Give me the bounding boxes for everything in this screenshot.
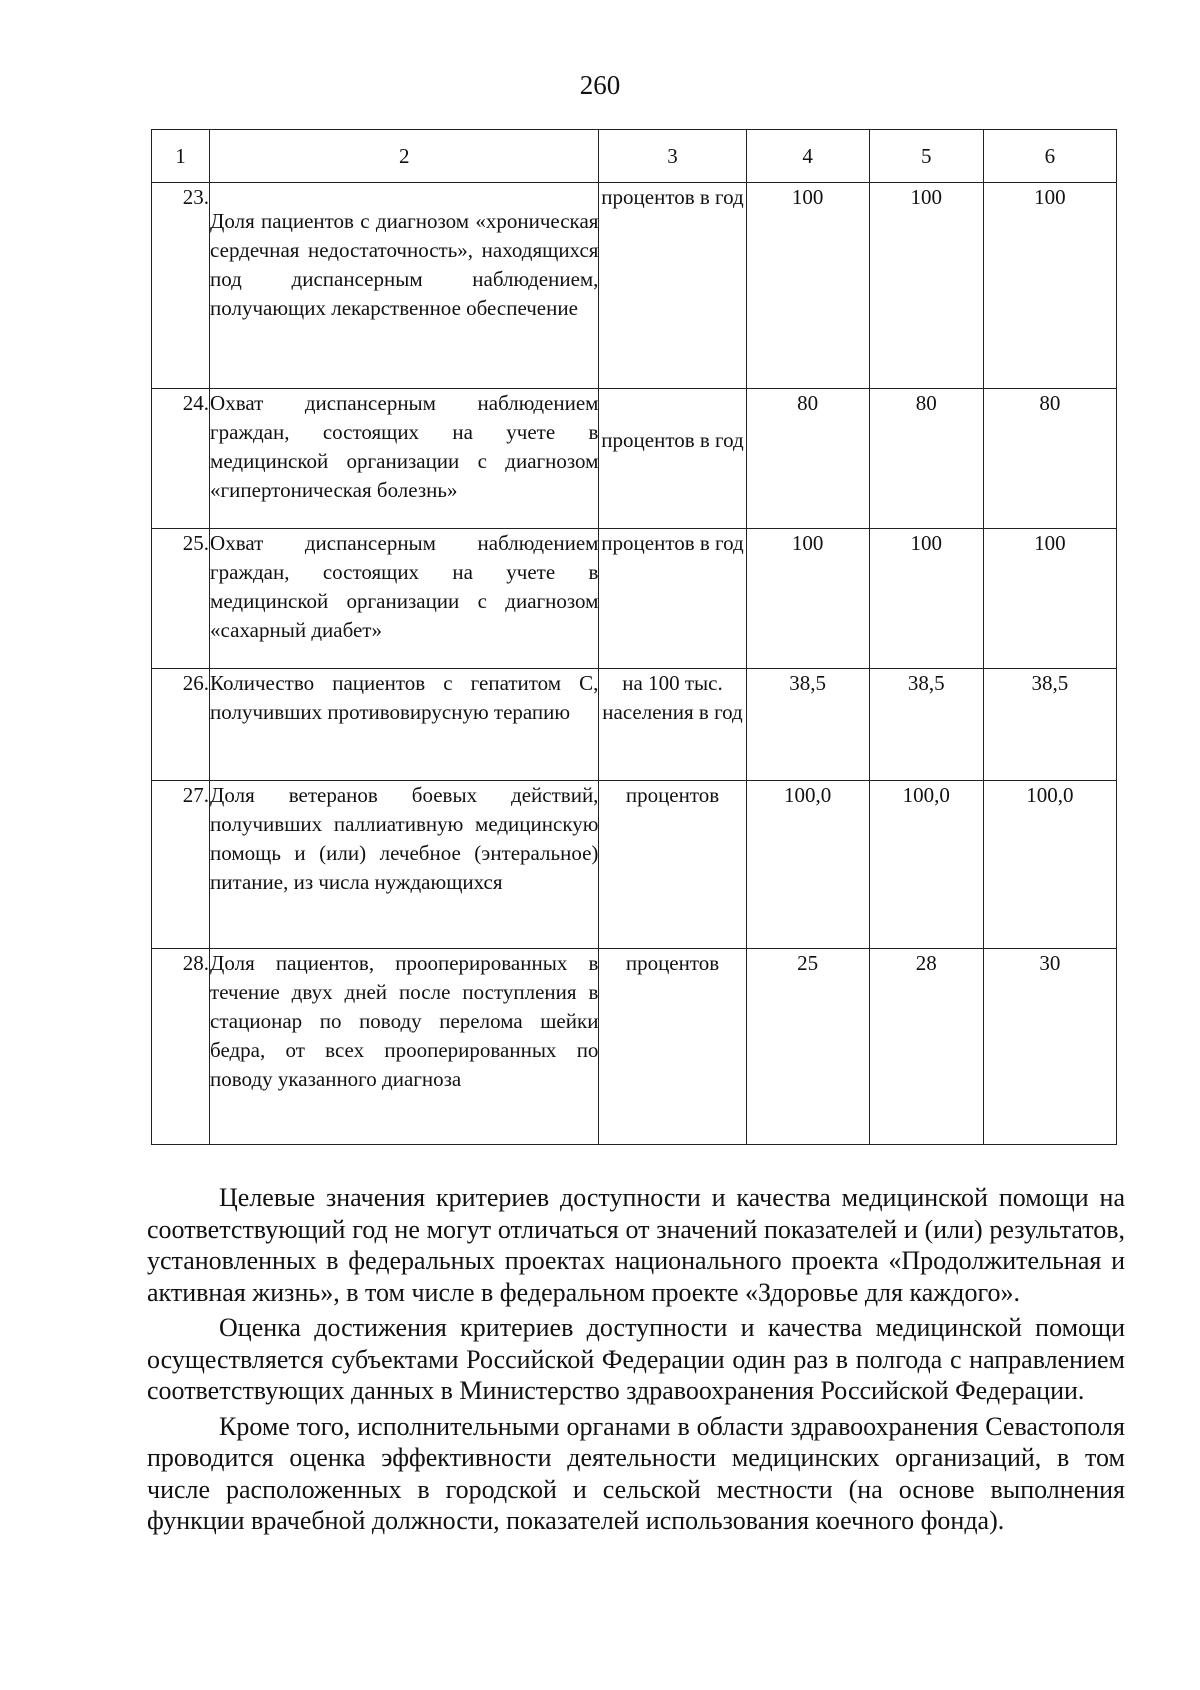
paragraph: Оценка достижения критериев доступности и качества медицинской помощи осуществляется субъектами Российской Федерации один раз в полгода с направлением соответствующих данных в Министерство здравоохранения Российской Федерации. [147, 1313, 1125, 1405]
paragraph: Целевые значения критериев доступности и качества медицинской помощи на соответствующий год не могут отличаться от значений показателей и (или) результатов, установленных в федеральных проектах национального проекта «Продолжительная и активная жизнь», в том числе в федеральном проекте «Здоровье для каждого». [147, 1183, 1125, 1307]
criterion-name: Доля ветеранов боевых действий, получивших паллиативную медицинскую помощь и (или) лечебное (энтеральное) питание, из числа нуждающихся [210, 781, 599, 949]
value-cell: 80 [746, 389, 869, 529]
table-row [152, 781, 1117, 949]
criterion-name: Охват диспансерным наблюдением граждан, состоящих на учете в медицинской организации с диагнозом «сахарный диабет» [210, 529, 599, 669]
table-row [152, 669, 1117, 781]
criterion-name [210, 183, 599, 389]
value-cell: 30 [983, 949, 1116, 1145]
row-number: 28. [152, 949, 210, 1145]
unit-cell: процентов в год [599, 183, 746, 389]
value-cell: 100 [746, 529, 869, 669]
column-header: 5 [869, 130, 983, 183]
value-cell: 38,5 [746, 669, 869, 781]
row-number: 24. [152, 389, 210, 529]
value-cell: 100 [746, 183, 869, 389]
value-cell: 100,0 [983, 781, 1116, 949]
value-cell: 25 [746, 949, 869, 1145]
value-cell: 100 [869, 529, 983, 669]
table-row [152, 389, 1117, 529]
criterion-name: Количество пациентов с гепатитом С, получивших противовирусную терапию [210, 669, 599, 781]
unit-cell: процентов в год [599, 529, 746, 669]
page-number: 260 [579, 70, 621, 100]
column-header: 1 [152, 130, 210, 183]
unit-cell: процентов в год [599, 389, 746, 529]
unit-cell: процентов [599, 781, 746, 949]
column-header: 6 [983, 130, 1116, 183]
unit-cell: на 100 тыс. населения в год [599, 669, 746, 781]
criterion-name: Доля пациентов, прооперированных в течение двух дней после поступления в стационар по поводу перелома шейки бедра, от всех прооперированных по поводу указанного диагноза [210, 949, 599, 1145]
column-header: 2 [210, 130, 599, 183]
row-number: 25. [152, 529, 210, 669]
row-number: 26. [152, 669, 210, 781]
criterion-name-text: Доля пациентов с диагнозом «хроническая сердечная недостаточность», находящихся под диспансерным наблюдением, получающих лекарственное обеспечение [210, 209, 599, 320]
criteria-table [151, 129, 1117, 1145]
value-cell: 100 [983, 529, 1116, 669]
unit-cell: процентов [599, 949, 746, 1145]
value-cell: 80 [869, 389, 983, 529]
paragraph: Кроме того, исполнительными органами в области здравоохранения Севастополя проводится оценка эффективности деятельности медицинских организаций, в том числе расположенных в городской и сельской местности (на основе выполнения функции врачебной должности, показателей использования коечного фонда). [147, 1411, 1125, 1535]
column-header: 4 [746, 130, 869, 183]
table-header-row [152, 130, 1117, 183]
row-number: 27. [152, 781, 210, 949]
value-cell: 80 [983, 389, 1116, 529]
value-cell: 38,5 [983, 669, 1116, 781]
row-number: 23. [152, 183, 210, 389]
table-row [152, 949, 1117, 1145]
value-cell: 100 [983, 183, 1116, 389]
value-cell: 100,0 [869, 781, 983, 949]
criterion-name: Охват диспансерным наблюдением граждан, состоящих на учете в медицинской организации с диагнозом «гипертоническая болезнь» [210, 389, 599, 529]
value-cell: 38,5 [869, 669, 983, 781]
value-cell: 100 [869, 183, 983, 389]
value-cell: 100,0 [746, 781, 869, 949]
table-row [152, 183, 1117, 389]
table-row [152, 529, 1117, 669]
body-text [147, 1182, 1125, 1541]
value-cell: 28 [869, 949, 983, 1145]
column-header: 3 [599, 130, 746, 183]
